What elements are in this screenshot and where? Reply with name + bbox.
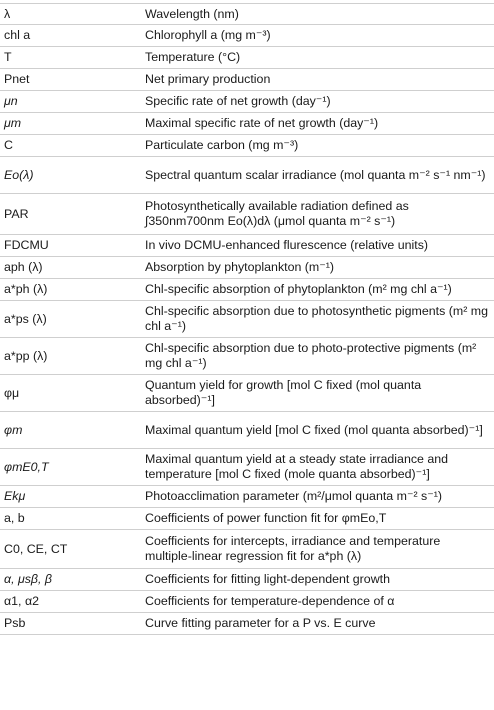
definition-cell: Chl-specific absorption of phytoplankton (m² mg chl a⁻¹) (145, 282, 452, 296)
glossary-row (0, 338, 494, 375)
definition-cell: Absorption by phytoplankton (m⁻¹) (145, 260, 335, 274)
symbol-cell: a, b (4, 511, 25, 525)
glossary-row (0, 194, 494, 235)
glossary-row (0, 25, 494, 47)
glossary-row (0, 449, 494, 486)
definition-cell: Maximal quantum yield [mol C fixed (mol quanta absorbed)⁻¹] (145, 422, 483, 437)
glossary-row (0, 91, 494, 113)
definition-cell: Net primary production (145, 72, 271, 86)
glossary-row (0, 47, 494, 69)
definition-cell: Particulate carbon (mg m⁻³) (145, 138, 299, 152)
glossary-row (0, 530, 494, 569)
glossary-row (0, 279, 494, 301)
symbol-cell: φμ (4, 385, 20, 400)
definition-cell: Specific rate of net growth (day⁻¹) (145, 94, 331, 108)
definition-cell: Temperature (°C) (145, 50, 241, 64)
symbol-cell: Psb (4, 616, 26, 630)
definition-cell: Coefficients of power function fit for φmEo,T (145, 511, 387, 525)
glossary-row (0, 375, 494, 412)
definition-cell: Coefficients for fitting light-dependent growth (145, 572, 390, 586)
symbol-cell: Ekμ (4, 489, 26, 503)
glossary-row (0, 508, 494, 530)
symbol-cell: λ (4, 6, 11, 21)
symbol-cell: φmE0,T (4, 459, 49, 474)
symbol-cell: FDCMU (4, 238, 49, 252)
symbol-cell: a*ps (λ) (4, 311, 47, 326)
symbol-cell: μm (4, 116, 22, 130)
definition-cell: Photoacclimation parameter (m²/μmol quanta m⁻² s⁻¹) (145, 489, 443, 503)
glossary-row (0, 69, 494, 91)
glossary-row (0, 301, 494, 338)
glossary-row (0, 569, 494, 591)
symbol-cell: chl a (4, 28, 31, 42)
glossary-row (0, 157, 494, 194)
symbol-cell: a*pp (λ) (4, 348, 48, 363)
symbol-cell: α1, α2 (4, 594, 39, 608)
definition-cell: Chl-specific absorption due to photosynthetic pigments (m² mg chl a⁻¹) (145, 304, 488, 333)
glossary-row (0, 3, 494, 25)
symbol-cell: α, μsβ, β (4, 572, 52, 586)
glossary-row (0, 135, 494, 157)
glossary-row (0, 412, 494, 449)
symbol-cell: PAR (4, 206, 29, 221)
definition-cell: Spectral quantum scalar irradiance (mol quanta m⁻² s⁻¹ nm⁻¹) (145, 167, 486, 182)
definition-cell: Chlorophyll a (mg m⁻³) (145, 28, 271, 42)
glossary-row (0, 486, 494, 508)
definition-cell: Maximal quantum yield at a steady state irradiance and temperature [mol C fixed (mole quanta absorbed)⁻¹] (145, 452, 449, 481)
glossary-row (0, 613, 494, 635)
definition-cell: Maximal specific rate of net growth (day⁻¹) (145, 116, 379, 130)
glossary-row (0, 591, 494, 613)
symbol-cell: T (4, 50, 12, 64)
definition-cell: Curve fitting parameter for a P vs. E curve (145, 616, 376, 630)
definition-cell: Coefficients for intercepts, irradiance and temperature multiple-linear regression fit for a*ph (λ) (145, 534, 441, 563)
definition-cell: Photosynthetically available radiation defined as ∫350nm700nm Eo(λ)dλ (μmol quanta m⁻² s⁻¹) (145, 199, 409, 228)
glossary-row (0, 113, 494, 135)
symbol-cell: aph (λ) (4, 260, 43, 274)
definition-cell: Wavelength (nm) (145, 6, 239, 21)
symbol-cell: C0, CE, CT (4, 541, 68, 556)
symbol-cell: φm (4, 422, 23, 437)
symbol-cell: μn (4, 94, 18, 108)
definition-cell: Chl-specific absorption due to photo-protective pigments (m² mg chl a⁻¹) (145, 341, 477, 370)
symbol-cell: Pnet (4, 72, 30, 86)
definition-cell: Coefficients for temperature-dependence of α (145, 594, 395, 608)
definition-cell: In vivo DCMU-enhanced flurescence (relative units) (145, 238, 429, 252)
symbol-cell: C (4, 138, 13, 152)
glossary-row (0, 257, 494, 279)
definition-cell: Quantum yield for growth [mol C fixed (mol quanta absorbed)⁻¹] (145, 378, 422, 407)
glossary-row (0, 235, 494, 257)
symbol-cell: a*ph (λ) (4, 282, 48, 296)
symbol-cell: Eo(λ) (4, 167, 34, 182)
glossary-table (0, 3, 494, 635)
